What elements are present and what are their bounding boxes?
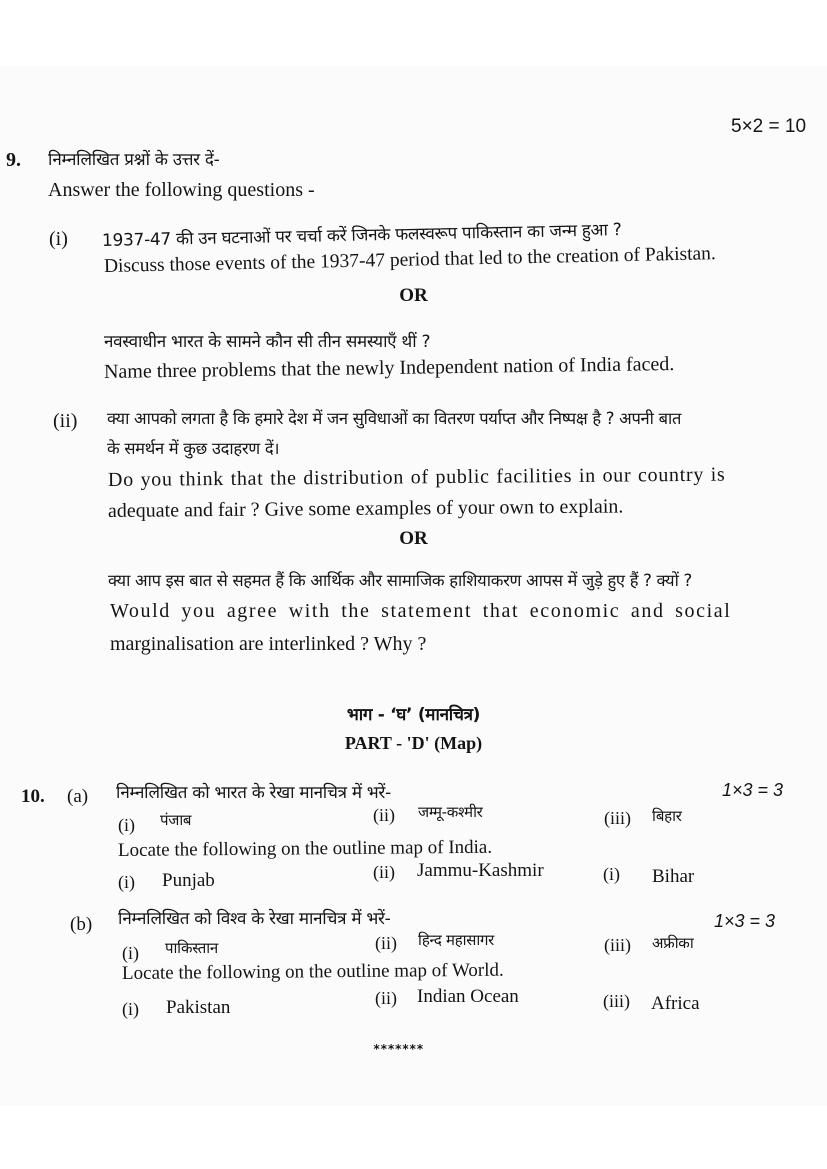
q9-heading-hindi: निम्नलिखित प्रश्नों के उत्तर दें- (48, 150, 220, 170)
q9-i-question2-hindi: नवस्वाधीन भारत के सामने कौन सी तीन समस्याएँ थीं ? (104, 332, 431, 352)
q10-b-hi-item2-label: (ii) (375, 933, 397, 953)
q10-b-en-item1-text: Pakistan (166, 997, 231, 1018)
q10-a-hi-item3-text: बिहार (652, 807, 682, 825)
q10-a-hi-item2-label: (ii) (373, 805, 395, 825)
q10-b-en-item3-text: Africa (651, 993, 700, 1014)
q10-a-hi-item3-label: (iii) (604, 808, 631, 828)
q9-number: 9. (6, 149, 21, 171)
q10-a-en-item3-text: Bihar (652, 866, 695, 887)
q9-ii-question1-english-line1: Do you think that the distribution of public facilities in our country is (107, 463, 726, 491)
end-of-paper-marker: ******* (373, 1042, 424, 1056)
part-d-title-hindi: भाग - ‘घ’ (मानचित्र) (346, 705, 481, 725)
q10-a-en-item2-label: (ii) (373, 862, 395, 882)
q10-b-hi-item3-text: अफ्रीका (652, 934, 694, 952)
q10-a-hi-item1-label: (i) (118, 815, 135, 835)
q10-b-en-item1-label: (i) (122, 999, 139, 1019)
q10-a-label: (a) (67, 786, 89, 807)
q10-b-hi-item1-label: (i) (122, 943, 139, 963)
q10-b-en-item2-label: (ii) (375, 988, 397, 1008)
q9-i-label: (i) (49, 228, 68, 250)
q9-ii-or-divider: OR (399, 528, 428, 549)
q10-b-marks: 1×3 = 3 (714, 911, 776, 931)
q9-ii-question2-hindi: क्या आप इस बात से सहमत हैं कि आर्थिक और सामाजिक हाशियाकरण आपस में जुड़े हुए हैं ? क्यों ? (108, 571, 692, 590)
q10-a-en-item1-text: Punjab (162, 870, 215, 891)
q9-ii-question1-hindi-line2: के समर्थन में कुछ उदाहरण दें। (107, 439, 280, 458)
q10-b-label: (b) (70, 914, 93, 935)
part-d-title-english: PART - 'D' (Map) (344, 733, 483, 753)
q10-number: 10. (21, 786, 45, 807)
q9-ii-label: (ii) (53, 410, 78, 432)
q9-i-question2-english: Name three problems that the newly Independent nation of India faced. (103, 353, 675, 383)
q10-b-en-item3-label: (iii) (603, 991, 630, 1011)
q9-ii-question2-english-line2: marginalisation are interlinked ? Why ? (110, 633, 427, 655)
q10-b-en-item2-text: Indian Ocean (417, 986, 519, 1007)
q9-ii-question1-hindi-line1: क्या आपको लगता है कि हमारे देश में जन सुविधाओं का वितरण पर्याप्त और निष्पक्ष है ? अपनी बात (107, 409, 682, 428)
q10-b-instruction-hindi: निम्नलिखित को विश्व के रेखा मानचित्र में भरें- (118, 909, 391, 929)
q10-a-hi-item2-text: जम्मू-कश्मीर (418, 803, 483, 821)
q10-a-instruction-hindi: निम्नलिखित को भारत के रेखा मानचित्र में भरें- (116, 783, 391, 803)
q10-a-en-item2-text: Jammu-Kashmir (417, 860, 544, 881)
q10-b-hi-item1-text: पाकिस्तान (165, 939, 218, 957)
q9-ii-question1-english-line2: adequate and fair ? Give some examples of your own to explain. (107, 495, 624, 522)
q9-i-or-divider: OR (399, 285, 428, 306)
q9-i-question1-hindi: 1937-47 की उन घटनाओं पर चर्चा करें जिनके फलस्वरूप पाकिस्तान का जन्म हुआ ? (101, 220, 622, 251)
q10-b-hi-item2-text: हिन्द महासागर (418, 931, 494, 949)
q9-marks: 5×2 = 10 (731, 116, 807, 137)
q10-a-hi-item1-text: पंजाब (160, 811, 192, 829)
q10-b-instruction-english: Locate the following on the outline map of World. (121, 959, 504, 984)
q10-a-en-item3-label: (i) (603, 864, 620, 884)
q9-ii-question2-english-line1: Would you agree with the statement that economic and social (110, 600, 732, 622)
q10-b-hi-item3-label: (iii) (604, 935, 631, 955)
q10-a-en-item1-label: (i) (118, 872, 135, 892)
q10-a-marks: 1×3 = 3 (722, 780, 784, 800)
q10-a-instruction-english: Locate the following on the outline map of India. (117, 836, 493, 861)
q9-i-question1-english: Discuss those events of the 1937-47 period that led to the creation of Pakistan. (103, 243, 717, 277)
q9-heading-english: Answer the following questions - (48, 179, 315, 201)
